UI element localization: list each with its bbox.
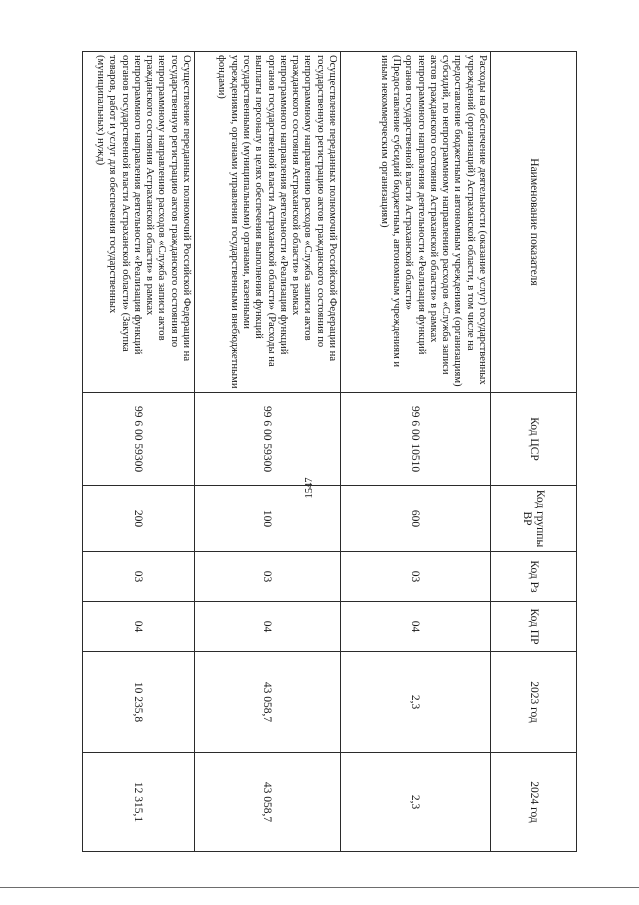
header-2023: 2023 год [491, 652, 577, 753]
row-pr: 04 [341, 602, 491, 652]
row-2024: 2,3 [341, 753, 491, 852]
row-name: Осуществление переданных полномочий Российской Федерации на государственную регистрацию актов гражданского состояния по непрограммному направлению расходов «Служба записи актов гражданского состояния Астраханской области» в рамках непрограммного направления деятельности «Реализация функций органов государственной власти Астраханской области» (Расходы на выплаты персоналу в целях обеспечения выполнения функций государственными (муниципальными) органами, казенными учреждениями, органами управления государственными внебюджетными фондами) [195, 52, 341, 393]
row-2024: 43 058,7 [195, 753, 341, 852]
header-name: Наименование показателя [491, 52, 577, 393]
row-rz: 03 [83, 552, 195, 602]
row-2023: 10 235,8 [83, 652, 195, 753]
table-row [341, 52, 491, 852]
header-csr: Код ЦСР [491, 393, 577, 486]
row-2023: 43 058,7 [195, 652, 341, 753]
row-vr: 600 [341, 486, 491, 552]
row-vr: 100 [195, 486, 341, 552]
row-pr: 04 [83, 602, 195, 652]
budget-table [82, 51, 577, 852]
table-header-row [491, 52, 577, 852]
page-number: 1547 [304, 477, 315, 499]
table-row [195, 52, 341, 852]
row-pr: 04 [195, 602, 341, 652]
row-rz: 03 [195, 552, 341, 602]
header-rz: Код Рз [491, 552, 577, 602]
header-vr: Код группы ВР [491, 486, 577, 552]
row-name: Расходы на обеспечение деятельности (оказание услуг) государственных учреждений (организаций) Астраханской области, в том числе на предоставление бюджетным и автономным учреждениям (организациям) субсидий, по непрограммному направлению расходов «Служба записи актов гражданского состояния Астраханской области» в рамках непрограммного направления деятельности «Реализация функций органов государственной власти Астраханской области» (Предоставление субсидий бюджетным, автономным учреждениям и иным некоммерческим организациям) [341, 52, 491, 393]
row-name: Осуществление переданных полномочий Российской Федерации на государственную регистрацию актов гражданского состояния по непрограммному направлению расходов «Служба записи актов гражданского состояния Астраханской области» в рамках непрограммного направления деятельности «Реализация функций органов государственной власти Астраханской области» (Закупка товаров, работ и услуг для обеспечения государственных (муниципальных) нужд) [83, 52, 195, 393]
bottom-rule [0, 887, 639, 888]
row-csr: 99 6 00 59300 [83, 393, 195, 486]
header-pr: Код ПР [491, 602, 577, 652]
header-2024: 2024 год [491, 753, 577, 852]
row-2023: 2,3 [341, 652, 491, 753]
row-csr: 99 6 00 59300 [195, 393, 341, 486]
row-rz: 03 [341, 552, 491, 602]
row-csr: 99 6 00 10510 [341, 393, 491, 486]
row-vr: 200 [83, 486, 195, 552]
rotated-table-wrapper [94, 51, 577, 851]
row-2024: 12 315,1 [83, 753, 195, 852]
table-row [83, 52, 195, 852]
